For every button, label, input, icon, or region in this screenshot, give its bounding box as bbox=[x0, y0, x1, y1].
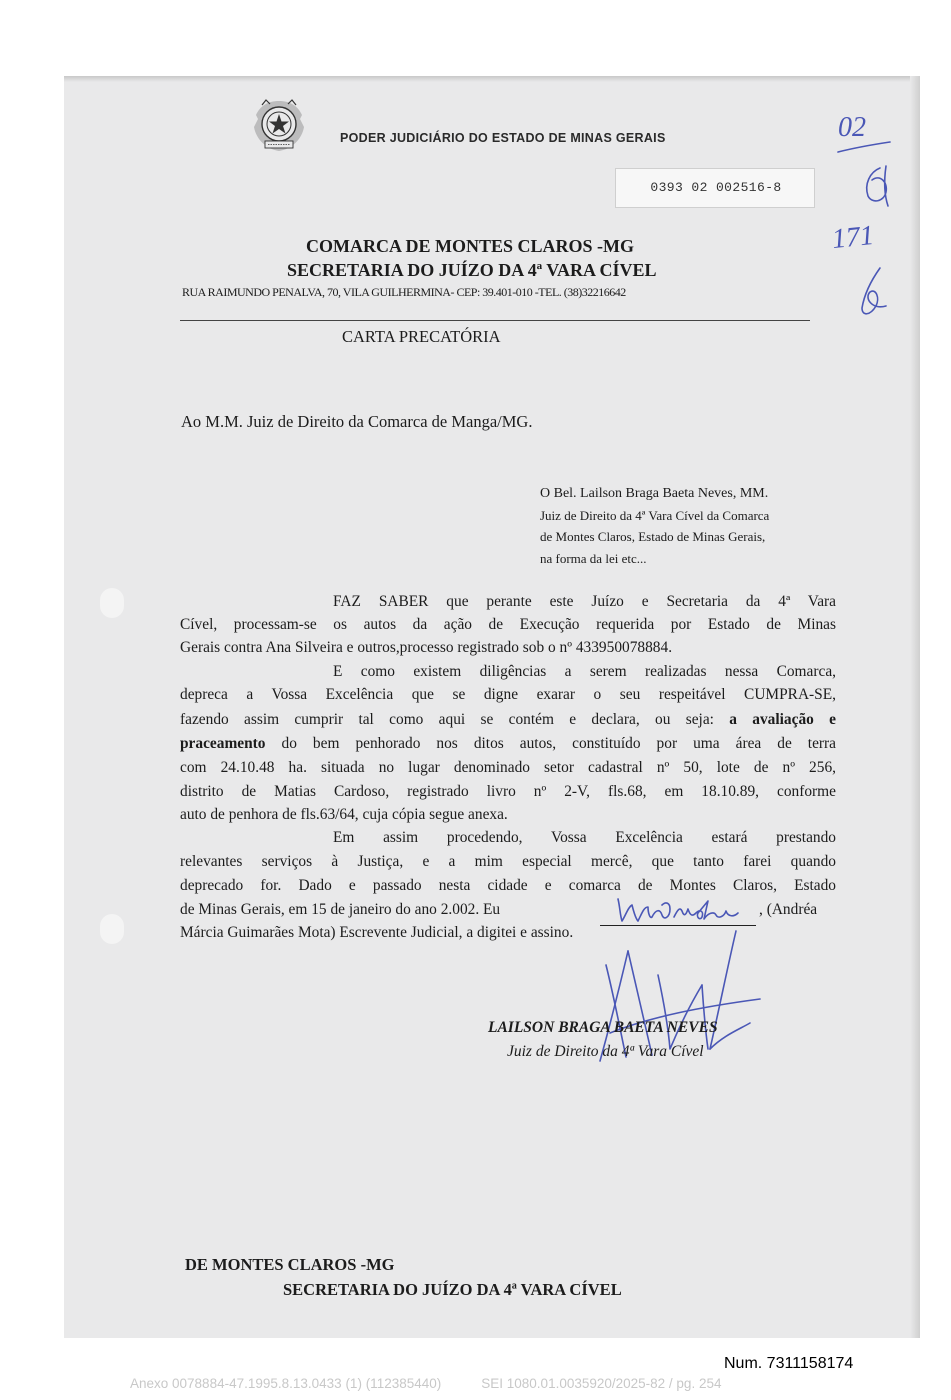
bold-text: a avaliação e bbox=[729, 711, 836, 728]
attachment-reference bbox=[130, 1376, 761, 1391]
header-divider bbox=[180, 320, 810, 321]
body-line: com 24.10.48 ha. situada no lugar denominado setor cadastral nº 50, lote de nº 256, bbox=[180, 759, 836, 776]
court-address: RUA RAIMUNDO PENALVA, 70, VILA GUILHERMINA- CEP: 39.401-010 -TEL. (38)32216642 bbox=[182, 285, 626, 299]
body-line: auto de penhora de fls.63/64, cuja cópia segue anexa. bbox=[180, 806, 508, 823]
document-title: CARTA PRECATÓRIA bbox=[342, 327, 501, 346]
body-line bbox=[180, 735, 836, 753]
body-line: depreca a Vossa Excelência que se digne exarar o seu respeitável CUMPRA-SE, bbox=[180, 686, 836, 703]
margin-note-page: 02 bbox=[838, 112, 866, 143]
judge-role: Juiz de Direito da 4ª Vara Cível bbox=[507, 1043, 704, 1060]
footer-comarca: DE MONTES CLAROS -MG bbox=[185, 1255, 395, 1274]
bold-text: praceamento bbox=[180, 735, 266, 752]
body-line: Márcia Guimarães Mota) Escrevente Judicial, a digitei e assino. bbox=[180, 924, 574, 941]
body-line: deprecado for. Dado e passado nesta cidade e comarca de Montes Claros, Estado bbox=[180, 877, 836, 894]
body-line: , (Andréa bbox=[759, 901, 818, 918]
protocol-number: 0393 02 002516-8 bbox=[650, 180, 782, 195]
coat-of-arms-seal bbox=[248, 97, 310, 155]
secretaria-heading: SECRETARIA DO JUÍZO DA 4ª VARA CÍVEL bbox=[287, 260, 657, 280]
margin-note-folio: 171 bbox=[830, 219, 876, 256]
body-text: fazendo assim cumprir tal como aqui se contém e declara, ou seja: bbox=[180, 711, 730, 728]
body-line: de Minas Gerais, em 15 de janeiro do ano 2.002. Eu bbox=[180, 901, 501, 918]
body-line bbox=[180, 711, 836, 729]
body-text: do bem penhorado nos ditos autos, constituído por uma área de terra bbox=[265, 735, 836, 752]
judiciary-heading: PODER JUDICIÁRIO DO ESTADO DE MINAS GERAIS bbox=[340, 131, 666, 145]
margin-rubric bbox=[846, 262, 896, 322]
document-number: Num. 7311158174 bbox=[724, 1355, 854, 1372]
body-line: relevantes serviços à Justiça, e a mim especial mercê, que tanto farei quando bbox=[180, 853, 836, 870]
body-line: FAZ SABER que perante este Juízo e Secretaria da 4ª Vara bbox=[333, 593, 836, 610]
body-line: distrito de Matias Cardoso, registrado livro nº 2-V, fls.68, em 18.10.89, conforme bbox=[180, 783, 836, 800]
comarca-heading: COMARCA DE MONTES CLAROS -MG bbox=[306, 236, 635, 256]
preamble-line: na forma da lei etc... bbox=[540, 551, 647, 566]
punch-hole-bottom bbox=[100, 914, 124, 944]
sei-text: SEI 1080.01.0035920/2025-82 / pg. 254 bbox=[481, 1376, 722, 1391]
protocol-stamp bbox=[615, 168, 815, 208]
body-line: Cível, processam-se os autos da ação de Execução requerida por Estado de Minas bbox=[180, 616, 836, 633]
addressee-line: Ao M.M. Juiz de Direito da Comarca de Manga/MG. bbox=[181, 412, 533, 431]
body-line: E como existem diligências a serem realizadas nessa Comarca, bbox=[333, 663, 836, 680]
punch-hole-top bbox=[100, 588, 124, 618]
clerk-signature bbox=[604, 895, 764, 927]
anexo-text: Anexo 0078884-47.1995.8.13.0433 (1) (112385440) bbox=[130, 1376, 442, 1391]
preamble-line: Juiz de Direito da 4ª Vara Cível da Comarca bbox=[540, 508, 770, 523]
margin-underline bbox=[834, 140, 894, 156]
judge-name: LAILSON BRAGA BAETA NEVES bbox=[488, 1019, 718, 1036]
preamble-line: O Bel. Lailson Braga Baeta Neves, MM. bbox=[540, 486, 769, 501]
body-line: Gerais contra Ana Silveira e outros,processo registrado sob o nº 433950078884. bbox=[180, 639, 673, 656]
margin-initial-mark bbox=[850, 160, 900, 210]
footer-secretaria: SECRETARIA DO JUÍZO DA 4ª VARA CÍVEL bbox=[283, 1280, 622, 1299]
body-line: Em assim procedendo, Vossa Excelência estará prestando bbox=[333, 829, 836, 846]
preamble-line: de Montes Claros, Estado de Minas Gerais, bbox=[540, 529, 766, 544]
